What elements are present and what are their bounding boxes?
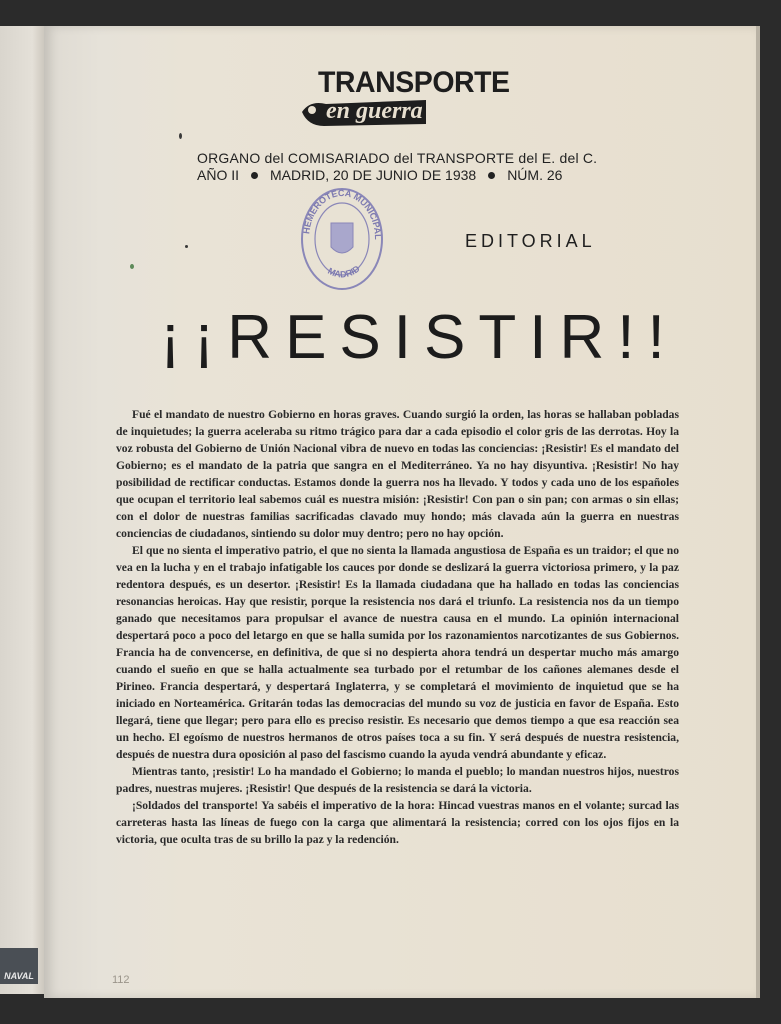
issue-year: AÑO II [197, 167, 240, 183]
masthead-title: TRANSPORTE [318, 66, 510, 99]
issue-number: NÚM. 26 [507, 167, 563, 183]
library-stamp-seal [299, 187, 385, 291]
bullet-icon [488, 172, 495, 179]
paragraph: Fué el mandato de nuestro Gobierno en horas graves. Cuando surgió la orden, las horas se hallaban pobladas de inquietudes; la guerra aceleraba su ritmo trágico para dar a cada episodio el color gris de las derrotas. Hoy la voz robusta del Gobierno de Unión Nacional vibra de nuevo en todas las conciencias: ¡Resistir! Es el mandato del Gobierno; es el mandato de la patria que sangra en el Mediterráneo. Ya no hay disyuntiva. ¡Resistir! No hay posibilidad de rectificar conductas. Estamos donde la guerra nos ha llevado. Y todos y cada uno de los españoles que ocupan el territorio leal sabemos cuál es nuestra misión: ¡Resistir! Con pan o sin pan; con armas o sin ellas; con el dolor de nuestras familias sacrificadas clavado muy hondo; más clavada aún la guerra en nuestras conciencias de ciudadanos, sintiendo su dolor muy dentro; pero no hay opción. [116, 408, 679, 540]
library-stamp [299, 187, 385, 291]
section-label: EDITORIAL [465, 231, 596, 251]
masthead-logo [296, 66, 510, 132]
bullet-icon [251, 172, 258, 179]
page-edge [756, 26, 760, 998]
folio-number: 112 [112, 974, 130, 986]
headline: ¡¡RESISTIR!! [160, 303, 678, 372]
paragraph: ¡Soldados del transporte! Ya sabéis el imperativo de la hora: Hincad vuestras manos en el volante; surcad las carreteras hasta las líneas de fuego con la carga que alimentará la resistencia; corred con los ojos fijos en la victoria, que oculta tras de su brillo la paz y la redención. [116, 799, 679, 846]
issue-place-date: MADRID, 20 DE JUNIO DE 1938 [270, 167, 477, 183]
ink-speck [130, 264, 134, 269]
svg-text:MADRID: MADRID [326, 263, 362, 280]
facing-page-mark: NAVAL [0, 948, 38, 984]
issue-line [197, 167, 562, 183]
masthead-subtitle: en guerra [326, 98, 423, 124]
ink-speck [179, 133, 182, 139]
facing-page [0, 26, 46, 994]
masthead-subtitle-banner [298, 96, 428, 126]
ink-speck [185, 245, 188, 248]
article-body [116, 406, 679, 848]
paragraph: Mientras tanto, ¡resistir! Lo ha mandado el Gobierno; lo manda el pueblo; lo mandan nuestros hijos, nuestros padres, nuestras mujeres. ¡Resistir! Que después de la resistencia se dará la victoria. [116, 765, 679, 795]
paragraph: El que no sienta el imperativo patrio, el que no sienta la llamada angustiosa de España es un traidor; el que no vea en la lucha y en el trabajo infatigable los cauces por donde se deslizará la guerra victoriosa primero, y la paz redentora después, es un desertor. ¡Resistir! Es la llamada ciudadana que ha hallado en todas las conciencias resonancias heroicas. Hay que resistir, porque la resistencia nos dará el triunfo. La resistencia nos da un tiempo ganado que necesitamos para propulsar el avance de nuestra causa en el mundo. La opinión internacional despertará poco a poco del letargo en que se halla sumida por los razonamientos narcotizantes de sus Gobiernos. Francia ha de convencerse, en definitiva, de que si no despierta ahora tendrá un despertar mucho más amargo cuando el sueño en que se halla actualmente sea turbado por el retumbar de los cañones alemanes desde el Pirineo. Francia despertará, y despertará Inglaterra, y se completará el movimiento de inquietud que se ha iniciado en Norteamérica. Gritarán todas las democracias del mundo su voz de justicia en favor de España. Esto llegará, tiene que llegar; pero para ello es preciso resistir. Es necesario que demos tiempo a que esa reacción sea un hecho. El egoísmo de nuestros hermanos de otros países toca a su fin. Y será después de nuestra resistencia, después de nuestra dura oposición al paso del fascismo cuando la ayuda vendrá abundante y eficaz. [116, 544, 679, 761]
svg-text:HEMEROTECA MUNICIPAL: HEMEROTECA MUNICIPAL [301, 187, 384, 240]
organ-line: ORGANO del COMISARIADO del TRANSPORTE del E. del C. [197, 150, 598, 166]
